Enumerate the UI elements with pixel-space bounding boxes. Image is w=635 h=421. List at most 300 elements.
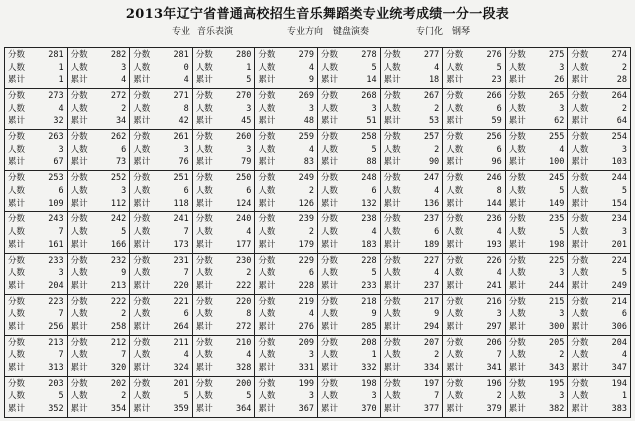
- cumulative-label: 累计: [195, 75, 213, 86]
- cumulative-label: 累计: [8, 321, 26, 332]
- cumulative-label: 累计: [571, 362, 589, 373]
- count-label: 人数: [571, 227, 589, 238]
- score-value: 219: [298, 296, 314, 307]
- score-row: [71, 131, 127, 144]
- score-label: 分数: [258, 337, 276, 348]
- table-cell: [255, 212, 318, 253]
- cumulative-label: 累计: [446, 239, 464, 250]
- cumulative-row: [384, 156, 440, 169]
- score-label: 分数: [446, 337, 464, 348]
- specialization-label: 专门化: [416, 27, 444, 37]
- count-row: [8, 349, 64, 362]
- score-value: 226: [486, 255, 502, 266]
- count-row: [133, 308, 189, 321]
- cumulative-label: 累计: [258, 157, 276, 168]
- count-value: 0: [183, 62, 189, 73]
- count-value: 3: [121, 185, 127, 196]
- score-label: 分数: [70, 214, 88, 225]
- count-row: [509, 62, 565, 75]
- count-value: 8: [183, 103, 189, 114]
- count-label: 人数: [383, 227, 401, 238]
- score-value: 274: [611, 50, 627, 60]
- count-label: 人数: [8, 144, 26, 155]
- score-row: [8, 49, 64, 62]
- score-value: 236: [486, 214, 502, 225]
- table-cell: [130, 254, 193, 295]
- count-value: 4: [371, 227, 377, 238]
- score-value: 194: [611, 378, 627, 389]
- score-label: 分数: [8, 50, 26, 60]
- count-label: 人数: [70, 227, 88, 238]
- count-label: 人数: [383, 268, 401, 279]
- count-row: [446, 349, 502, 362]
- cumulative-value: 34: [115, 116, 127, 127]
- count-label: 人数: [133, 309, 151, 320]
- count-value: 3: [308, 350, 314, 361]
- count-value: 7: [434, 391, 440, 402]
- table-cell: [255, 48, 318, 89]
- score-row: [446, 213, 502, 226]
- score-value: 195: [549, 378, 565, 389]
- count-value: 3: [121, 62, 127, 73]
- score-label: 分数: [195, 337, 213, 348]
- count-label: 人数: [383, 350, 401, 361]
- score-label: 分数: [8, 132, 26, 143]
- count-value: 3: [371, 391, 377, 402]
- table-cell: [506, 212, 569, 253]
- count-label: 人数: [508, 268, 526, 279]
- count-label: 人数: [446, 103, 464, 114]
- score-row: [571, 337, 627, 350]
- count-label: 人数: [70, 62, 88, 73]
- cumulative-row: [384, 403, 440, 416]
- count-label: 人数: [571, 350, 589, 361]
- count-value: 2: [496, 391, 502, 402]
- score-value: 247: [423, 173, 440, 184]
- cumulative-label: 累计: [258, 198, 276, 209]
- score-value: 207: [423, 337, 440, 348]
- count-value: 4: [308, 309, 314, 320]
- table-cell: [381, 336, 444, 377]
- table-cell: [381, 171, 444, 212]
- cumulative-label: 累计: [571, 75, 589, 86]
- score-label: 分数: [383, 296, 401, 307]
- score-row: [509, 337, 565, 350]
- cumulative-value: 26: [554, 75, 565, 86]
- count-value: 4: [621, 350, 627, 361]
- score-value: 213: [48, 337, 64, 348]
- count-value: 3: [308, 391, 314, 402]
- score-value: 234: [611, 214, 627, 225]
- score-row: [71, 337, 127, 350]
- cumulative-row: [258, 403, 314, 416]
- cumulative-row: [258, 362, 314, 375]
- count-row: [133, 62, 189, 75]
- score-value: 209: [298, 337, 314, 348]
- count-row: [133, 144, 189, 157]
- score-value: 277: [423, 50, 440, 60]
- score-label: 分数: [70, 173, 88, 184]
- score-value: 264: [611, 91, 627, 102]
- score-row: [446, 172, 502, 185]
- table-cell: [5, 171, 68, 212]
- score-label: 分数: [195, 132, 213, 143]
- cumulative-value: 382: [549, 404, 565, 415]
- score-label: 分数: [258, 378, 276, 389]
- score-value: 202: [110, 378, 127, 389]
- cumulative-row: [71, 74, 127, 87]
- table-cell: [443, 254, 506, 295]
- cumulative-label: 累计: [195, 280, 213, 291]
- score-label: 分数: [446, 296, 464, 307]
- score-row: [321, 172, 377, 185]
- cumulative-row: [321, 321, 377, 334]
- table-cell: [318, 295, 381, 336]
- cumulative-label: 累计: [383, 239, 401, 250]
- score-value: 276: [486, 50, 502, 60]
- cumulative-label: 累计: [571, 116, 589, 127]
- cumulative-label: 累计: [446, 404, 464, 415]
- cumulative-row: [384, 198, 440, 211]
- cumulative-row: [8, 198, 64, 211]
- cumulative-value: 79: [241, 157, 252, 168]
- count-row: [571, 308, 627, 321]
- count-label: 人数: [446, 391, 464, 402]
- count-label: 人数: [571, 309, 589, 320]
- score-row: [258, 378, 314, 391]
- score-row: [571, 131, 627, 144]
- count-value: 5: [559, 185, 565, 196]
- cumulative-value: 161: [48, 239, 64, 250]
- table-cell: [568, 336, 631, 377]
- cumulative-value: 96: [491, 157, 502, 168]
- cumulative-label: 累计: [8, 362, 26, 373]
- cumulative-row: [258, 115, 314, 128]
- table-cell: [255, 254, 318, 295]
- table-cell: [130, 295, 193, 336]
- score-label: 分数: [133, 296, 151, 307]
- cumulative-value: 32: [53, 116, 64, 127]
- count-row: [133, 349, 189, 362]
- table-cell: [255, 377, 318, 418]
- cumulative-label: 累计: [195, 404, 213, 415]
- cumulative-value: 5: [246, 75, 252, 86]
- count-value: 4: [58, 103, 64, 114]
- count-value: 7: [183, 227, 189, 238]
- score-value: 251: [173, 173, 189, 184]
- cumulative-label: 累计: [571, 404, 589, 415]
- cumulative-value: 204: [48, 280, 64, 291]
- count-value: 5: [121, 227, 127, 238]
- score-label: 分数: [133, 173, 151, 184]
- count-value: 2: [621, 62, 627, 73]
- table-cell: [130, 48, 193, 89]
- cumulative-value: 179: [298, 239, 314, 250]
- cumulative-label: 累计: [70, 75, 88, 86]
- count-label: 人数: [383, 144, 401, 155]
- score-row: [71, 90, 127, 103]
- cumulative-label: 累计: [258, 280, 276, 291]
- score-value: 261: [173, 132, 189, 143]
- score-value: 216: [486, 296, 502, 307]
- count-label: 人数: [133, 144, 151, 155]
- cumulative-row: [196, 156, 252, 169]
- score-value: 235: [549, 214, 565, 225]
- count-value: 2: [434, 350, 440, 361]
- cumulative-value: 1: [58, 75, 64, 86]
- count-row: [71, 62, 127, 75]
- cumulative-row: [258, 74, 314, 87]
- count-label: 人数: [195, 62, 213, 73]
- count-row: [8, 226, 64, 239]
- cumulative-value: 136: [423, 198, 440, 209]
- cumulative-label: 累计: [8, 280, 26, 291]
- count-label: 人数: [133, 268, 151, 279]
- score-label: 分数: [195, 173, 213, 184]
- table-cell: [193, 212, 256, 253]
- cumulative-value: 124: [236, 198, 252, 209]
- score-row: [133, 378, 189, 391]
- cumulative-value: 23: [491, 75, 502, 86]
- count-value: 3: [246, 144, 252, 155]
- cumulative-row: [446, 198, 502, 211]
- table-cell: [130, 212, 193, 253]
- table-cell: [443, 212, 506, 253]
- count-label: 人数: [508, 62, 526, 73]
- score-label: 分数: [258, 214, 276, 225]
- cumulative-label: 累计: [446, 362, 464, 373]
- cumulative-label: 累计: [508, 362, 526, 373]
- cumulative-row: [258, 280, 314, 293]
- cumulative-row: [571, 198, 627, 211]
- cumulative-label: 累计: [133, 280, 151, 291]
- count-value: 4: [496, 227, 502, 238]
- count-row: [509, 226, 565, 239]
- score-row: [321, 296, 377, 309]
- count-value: 6: [496, 103, 502, 114]
- cumulative-label: 累计: [571, 198, 589, 209]
- score-value: 259: [298, 132, 314, 143]
- table-cell: [443, 171, 506, 212]
- count-row: [321, 226, 377, 239]
- table-cell: [193, 171, 256, 212]
- cumulative-value: 237: [423, 280, 440, 291]
- count-label: 人数: [258, 227, 276, 238]
- count-value: 2: [559, 350, 565, 361]
- score-value: 267: [423, 91, 440, 102]
- score-label: 分数: [508, 91, 526, 102]
- cumulative-label: 累计: [133, 239, 151, 250]
- count-row: [571, 103, 627, 116]
- count-label: 人数: [320, 103, 338, 114]
- table-cell: [130, 377, 193, 418]
- cumulative-label: 累计: [70, 321, 88, 332]
- score-value: 254: [611, 132, 627, 143]
- score-label: 分数: [70, 255, 88, 266]
- score-label: 分数: [320, 173, 338, 184]
- table-cell: [381, 295, 444, 336]
- count-value: 6: [371, 185, 377, 196]
- count-label: 人数: [320, 144, 338, 155]
- score-value: 214: [611, 296, 627, 307]
- cumulative-row: [509, 156, 565, 169]
- count-label: 人数: [320, 391, 338, 402]
- cumulative-label: 累计: [133, 321, 151, 332]
- count-row: [71, 308, 127, 321]
- cumulative-row: [8, 403, 64, 416]
- score-label: 分数: [70, 132, 88, 143]
- count-row: [321, 62, 377, 75]
- cumulative-label: 累计: [258, 404, 276, 415]
- cumulative-row: [446, 321, 502, 334]
- cumulative-row: [196, 239, 252, 252]
- score-label: 分数: [446, 255, 464, 266]
- cumulative-row: [8, 74, 64, 87]
- count-value: 4: [434, 62, 440, 73]
- cumulative-row: [133, 74, 189, 87]
- cumulative-row: [321, 362, 377, 375]
- count-value: 1: [621, 391, 627, 402]
- count-label: 人数: [133, 227, 151, 238]
- table-cell: [443, 377, 506, 418]
- score-label: 分数: [133, 132, 151, 143]
- count-value: 6: [308, 268, 314, 279]
- score-label: 分数: [70, 296, 88, 307]
- cumulative-label: 累计: [133, 75, 151, 86]
- page-title: 2013年辽宁省普通高校招生音乐舞蹈类专业统考成绩一分一段表: [125, 7, 510, 22]
- count-row: [571, 62, 627, 75]
- count-label: 人数: [571, 391, 589, 402]
- count-label: 人数: [8, 62, 26, 73]
- count-label: 人数: [508, 350, 526, 361]
- score-label: 分数: [258, 91, 276, 102]
- count-row: [71, 390, 127, 403]
- cumulative-label: 累计: [195, 239, 213, 250]
- cumulative-value: 276: [298, 321, 314, 332]
- score-label: 分数: [133, 214, 151, 225]
- score-row: [384, 337, 440, 350]
- score-row: [571, 172, 627, 185]
- table-cell: [568, 171, 631, 212]
- count-value: 3: [371, 103, 377, 114]
- count-label: 人数: [320, 227, 338, 238]
- cumulative-label: 累计: [508, 280, 526, 291]
- score-value: 204: [611, 337, 627, 348]
- direction-value: 键盘演奏: [333, 27, 370, 37]
- count-value: 3: [496, 309, 502, 320]
- score-label: 分数: [383, 50, 401, 60]
- score-value: 268: [361, 91, 377, 102]
- table-cell: [5, 89, 68, 130]
- score-label: 分数: [383, 91, 401, 102]
- score-row: [8, 90, 64, 103]
- count-value: 6: [121, 144, 127, 155]
- score-row: [258, 337, 314, 350]
- score-row: [196, 131, 252, 144]
- score-label: 分数: [320, 378, 338, 389]
- count-row: [571, 267, 627, 280]
- table-cell: [193, 336, 256, 377]
- table-cell: [443, 130, 506, 171]
- score-label: 分数: [446, 132, 464, 143]
- cumulative-row: [8, 156, 64, 169]
- cumulative-row: [384, 321, 440, 334]
- score-row: [446, 255, 502, 268]
- count-label: 人数: [571, 144, 589, 155]
- count-value: 2: [621, 103, 627, 114]
- score-value: 266: [486, 91, 502, 102]
- cumulative-label: 累计: [508, 75, 526, 86]
- cumulative-row: [571, 403, 627, 416]
- cumulative-value: 118: [173, 198, 189, 209]
- count-row: [384, 103, 440, 116]
- cumulative-label: 累计: [383, 321, 401, 332]
- count-label: 人数: [133, 185, 151, 196]
- cumulative-row: [196, 362, 252, 375]
- direction-label: 专业方向: [287, 27, 324, 37]
- score-value: 260: [236, 132, 252, 143]
- count-label: 人数: [133, 62, 151, 73]
- table-cell: [568, 254, 631, 295]
- score-value: 208: [361, 337, 377, 348]
- table-cell: [506, 336, 569, 377]
- cumulative-row: [71, 321, 127, 334]
- score-label: 分数: [8, 337, 26, 348]
- score-row: [384, 90, 440, 103]
- score-value: 199: [298, 378, 314, 389]
- score-row: [196, 172, 252, 185]
- cumulative-value: 193: [486, 239, 502, 250]
- cumulative-value: 112: [110, 198, 127, 209]
- count-label: 人数: [258, 144, 276, 155]
- count-label: 人数: [70, 268, 88, 279]
- count-label: 人数: [133, 391, 151, 402]
- cumulative-label: 累计: [446, 116, 464, 127]
- count-row: [133, 226, 189, 239]
- score-row: [446, 378, 502, 391]
- count-label: 人数: [70, 350, 88, 361]
- count-row: [321, 308, 377, 321]
- score-value: 217: [423, 296, 440, 307]
- cumulative-label: 累计: [571, 157, 589, 168]
- score-row: [258, 49, 314, 62]
- cumulative-row: [446, 156, 502, 169]
- score-value: 249: [298, 173, 314, 184]
- cumulative-value: 9: [308, 75, 314, 86]
- count-label: 人数: [70, 309, 88, 320]
- cumulative-row: [321, 403, 377, 416]
- score-value: 228: [361, 255, 377, 266]
- table-cell: [193, 254, 256, 295]
- score-label: 分数: [195, 296, 213, 307]
- cumulative-row: [321, 74, 377, 87]
- count-value: 1: [371, 350, 377, 361]
- count-label: 人数: [320, 62, 338, 73]
- cumulative-row: [71, 239, 127, 252]
- score-value: 258: [361, 132, 377, 143]
- major-label: 专业: [172, 27, 191, 37]
- cumulative-value: 83: [303, 157, 314, 168]
- score-value: 273: [48, 91, 64, 102]
- score-label: 分数: [320, 255, 338, 266]
- cumulative-row: [509, 403, 565, 416]
- cumulative-row: [196, 74, 252, 87]
- cumulative-label: 累计: [195, 321, 213, 332]
- score-value: 278: [361, 50, 377, 60]
- cumulative-row: [133, 362, 189, 375]
- score-label: 分数: [571, 50, 589, 60]
- score-value: 250: [236, 173, 252, 184]
